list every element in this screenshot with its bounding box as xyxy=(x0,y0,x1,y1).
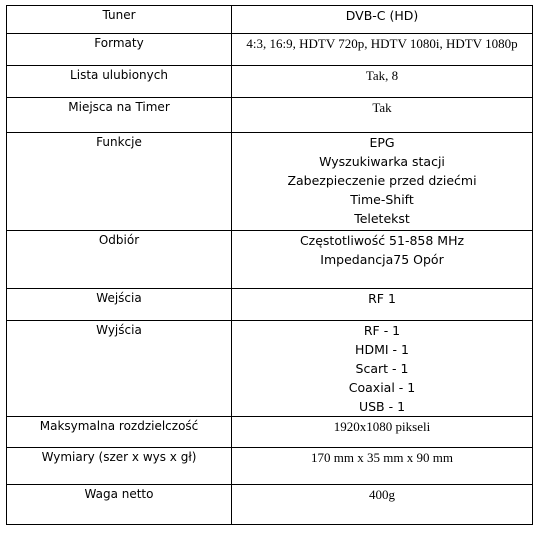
value-line: 4:3, 16:9, HDTV 720p, HDTV 1080i, HDTV 1080p xyxy=(246,36,518,51)
row-value xyxy=(232,66,533,98)
value-line: DVB-C (HD) xyxy=(345,8,419,23)
table-row xyxy=(7,98,533,133)
table-row xyxy=(7,133,533,231)
row-label: Odbiór xyxy=(7,231,232,289)
row-value xyxy=(232,34,533,66)
row-value xyxy=(232,289,533,321)
value-line: Częstotliwość 51-858 MHz xyxy=(299,233,465,248)
table-row xyxy=(7,6,533,34)
table-row xyxy=(7,485,533,525)
value-line: HDMI - 1 xyxy=(355,342,409,357)
row-label: Wyjścia xyxy=(7,321,232,417)
value-line: 170 mm x 35 mm x 90 mm xyxy=(311,450,453,465)
value-line: Tak xyxy=(372,100,392,115)
value-line: 400g xyxy=(369,487,395,502)
value-line: Tak, 8 xyxy=(365,68,399,83)
row-label: Funkcje xyxy=(7,133,232,231)
value-line: 1920x1080 pikseli xyxy=(333,419,431,434)
row-value xyxy=(232,448,533,485)
row-label: Wejścia xyxy=(7,289,232,321)
table-row xyxy=(7,289,533,321)
row-value xyxy=(232,485,533,525)
row-value xyxy=(232,231,533,289)
row-label: Tuner xyxy=(7,6,232,34)
value-line: USB - 1 xyxy=(358,399,406,414)
value-line: EPG xyxy=(369,135,395,150)
value-line: RF 1 xyxy=(368,291,396,306)
row-label: Formaty xyxy=(7,34,232,66)
table-row xyxy=(7,321,533,417)
value-line: Time-Shift xyxy=(350,192,414,207)
row-value xyxy=(232,133,533,231)
row-label: Lista ulubionych xyxy=(7,66,232,98)
row-label: Miejsca na Timer xyxy=(7,98,232,133)
table-row xyxy=(7,34,533,66)
row-value xyxy=(232,321,533,417)
value-line: Impedancja75 Opór xyxy=(320,252,444,267)
row-label: Wymiary (szer x wys x gł) xyxy=(7,448,232,485)
row-label: Maksymalna rozdzielczość xyxy=(7,417,232,448)
value-line: Zabezpieczenie przed dziećmi xyxy=(287,173,477,188)
table-row xyxy=(7,417,533,448)
table-row xyxy=(7,448,533,485)
value-line: Teletekst xyxy=(354,211,410,226)
value-line: Wyszukiwarka stacji xyxy=(319,154,445,169)
value-line: Coaxial - 1 xyxy=(348,380,416,395)
row-value xyxy=(232,98,533,133)
value-line: RF - 1 xyxy=(363,323,401,338)
row-value xyxy=(232,6,533,34)
table-row xyxy=(7,66,533,98)
value-line: Scart - 1 xyxy=(355,361,409,376)
row-value xyxy=(232,417,533,448)
row-label: Waga netto xyxy=(7,485,232,525)
table-row xyxy=(7,231,533,289)
specification-table xyxy=(6,5,533,525)
